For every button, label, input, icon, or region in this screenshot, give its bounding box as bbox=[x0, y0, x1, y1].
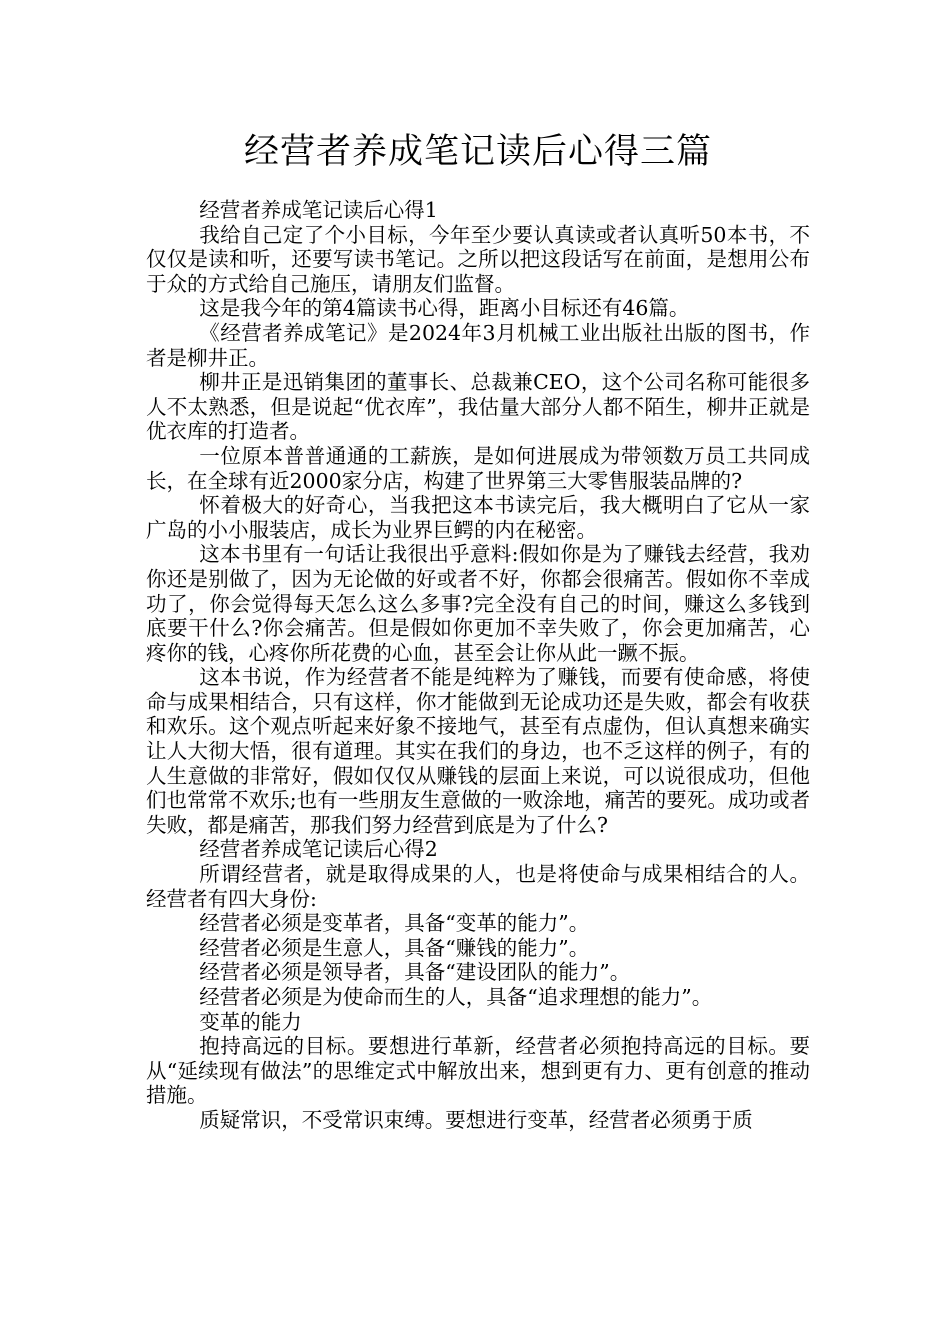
document-page bbox=[146, 128, 810, 1133]
paragraph: 一位原本普普通通的工薪族，是如何进展成为带领数万员工共同成长，在全球有近2000家分店，构建了世界第三大零售服装品牌的? bbox=[146, 443, 810, 493]
paragraph: 所谓经营者，就是取得成果的人，也是将使命与成果相结合的人。经营者有四大身份: bbox=[146, 862, 810, 911]
document-title: 经营者养成笔记读后心得三篇 bbox=[243, 132, 712, 172]
list-item: 经营者必须是为使命而生的人，具备“追求理想的能力”。 bbox=[199, 985, 713, 1009]
paragraph: 这本书里有一句话让我很出乎意料:假如你是为了赚钱去经营，我劝你还是别做了，因为无论做的好或者不好，你都会很痛苦。假如你不幸成功了，你会觉得每天怎么这么多事?完全没有自己的时间，赚这么多钱到底要干什么?你会痛苦。但是假如你更加不幸失败了，你会更加痛苦，心疼你的钱，心疼你所花费的心血，甚至会让你从此一蹶不振。 bbox=[146, 542, 810, 665]
list-item: 经营者必须是生意人，具备“赚钱的能力”。 bbox=[199, 935, 590, 960]
section-heading-1: 经营者养成笔记读后心得1 bbox=[199, 198, 438, 222]
paragraph: 这本书说，作为经营者不能是纯粹为了赚钱，而要有使命感，将使命与成果相结合，只有这样，你才能做到无论成功还是失败，都会有收获和欢乐。这个观点听起来好象不接地气，甚至有点虚伪，但认真想来确实让人大彻大悟，很有道理。其实在我们的身边，也不乏这样的例子，有的人生意做的非常好，假如仅仅从赚钱的层面上来说，可以说很成功，但他们也常常不欢乐;也有一些朋友生意做的一败涂地，痛苦的要死。成功或者失败，都是痛苦，那我们努力经营到底是为了什么? bbox=[146, 665, 810, 837]
paragraph: 柳井正是迅销集团的董事长、总裁兼CEO，这个公司名称可能很多人不太熟悉，但是说起“优衣库”，我估量大部分人都不陌生，柳井正就是优衣库的打造者。 bbox=[146, 370, 810, 444]
list-item: 经营者必须是领导者，具备“建设团队的能力”。 bbox=[199, 960, 631, 985]
paragraph: 《经营者养成笔记》是2024年3月机械工业出版社出版的图书，作者是柳井正。 bbox=[146, 320, 810, 370]
document-body bbox=[146, 198, 810, 1133]
section-heading-2: 经营者养成笔记读后心得2 bbox=[199, 837, 438, 862]
list-item: 经营者必须是变革者，具备“变革的能力”。 bbox=[199, 911, 590, 936]
paragraph: 我给自己定了个小目标，今年至少要认真读或者认真听50本书，不仅仅是读和听，还要写读书笔记。之所以把这段话写在前面，是想用公布于众的方式给自己施压，请朋友们监督。 bbox=[146, 222, 810, 296]
paragraph: 质疑常识，不受常识束缚。要想进行变革，经营者必须勇于质 bbox=[199, 1107, 753, 1132]
subsection-heading: 变革的能力 bbox=[199, 1009, 302, 1034]
paragraph: 抱持高远的目标。要想进行革新，经营者必须抱持高远的目标。要从“延续现有做法”的思维定式中解放出来，想到更有力、更有创意的推动措施。 bbox=[146, 1034, 810, 1108]
paragraph: 这是我今年的第4篇读书心得，距离小目标还有46篇。 bbox=[199, 296, 690, 321]
paragraph: 怀着极大的好奇心，当我把这本书读完后，我大概明白了它从一家广岛的小小服装店，成长为业界巨鳄的内在秘密。 bbox=[146, 493, 810, 542]
